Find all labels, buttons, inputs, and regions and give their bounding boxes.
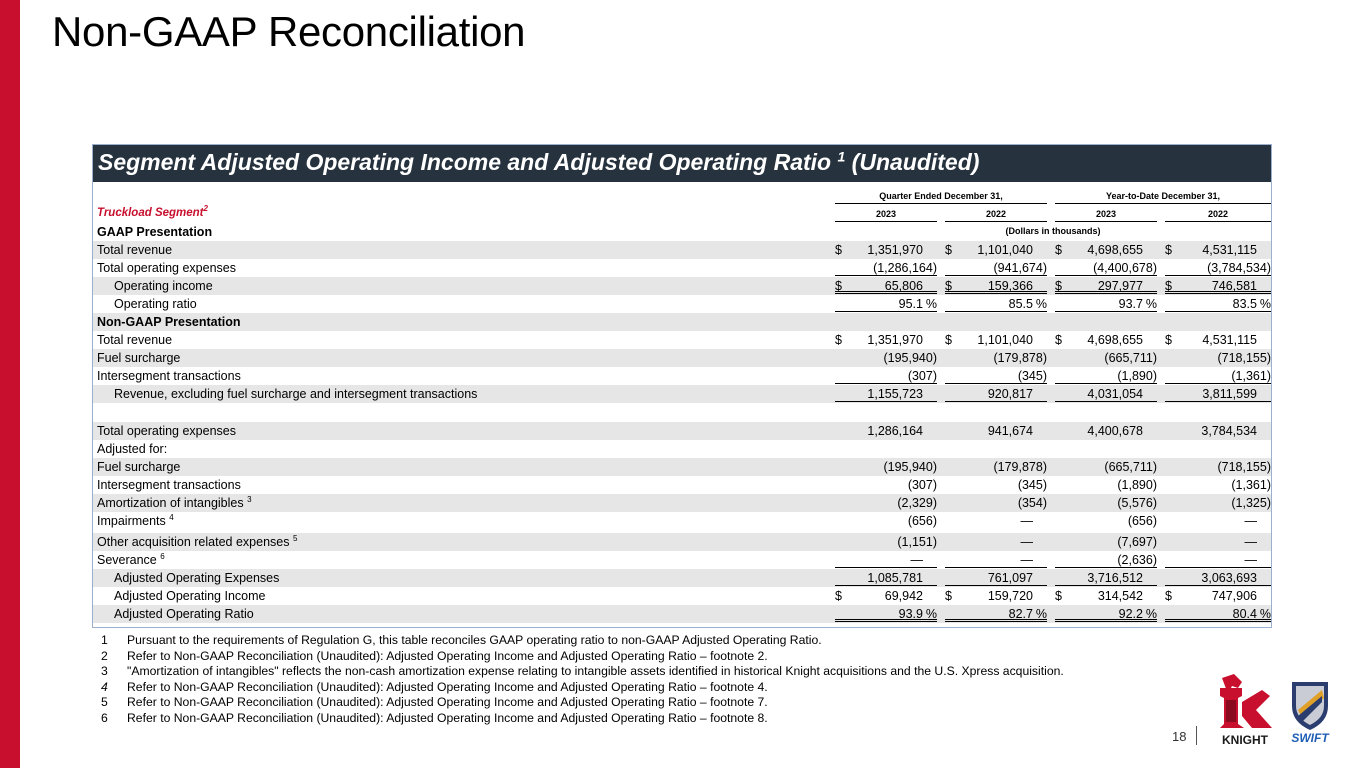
table-cell bbox=[835, 607, 937, 622]
table-cell bbox=[1055, 424, 1157, 439]
table-cell bbox=[1055, 496, 1157, 511]
year-header: 2023 bbox=[1095, 209, 1117, 219]
row-label bbox=[97, 351, 180, 365]
cell-value: — bbox=[1020, 535, 1033, 549]
cell-value: — bbox=[910, 553, 923, 567]
row-label bbox=[97, 333, 172, 347]
cell-value: (4,400,678) bbox=[1093, 261, 1157, 275]
segment-label bbox=[97, 204, 208, 219]
reconciliation-table bbox=[92, 144, 1272, 628]
table-row bbox=[93, 605, 1271, 623]
footnote-text: "Amortization of intangibles" reflects the non-cash amortization expense relating to intangible assets identified in historical Knight acquisitions and the U.S. Xpress acquisition. bbox=[127, 664, 1064, 679]
table-cell bbox=[1165, 369, 1271, 384]
table-cell bbox=[945, 387, 1047, 402]
cell-value: 93.7 bbox=[1118, 297, 1143, 311]
cell-value: (656) bbox=[907, 514, 937, 528]
table-row bbox=[93, 331, 1271, 349]
table-cell bbox=[1165, 607, 1271, 622]
table-row bbox=[93, 259, 1271, 277]
row-label bbox=[97, 369, 241, 383]
footnote-number: 4 bbox=[101, 679, 108, 694]
cell-value: (195,940) bbox=[883, 460, 937, 474]
footnote-text: Pursuant to the requirements of Regulation G, this table reconciles GAAP operating ratio to non-GAAP Adjusted Operating Ratio. bbox=[127, 633, 822, 647]
cell-value: (2,636) bbox=[1117, 553, 1157, 567]
page-number-divider bbox=[1196, 726, 1197, 745]
table-row bbox=[93, 587, 1271, 605]
currency-symbol: $ bbox=[945, 279, 952, 293]
table-row bbox=[93, 422, 1271, 440]
table-cell bbox=[1055, 243, 1157, 258]
table-cell bbox=[1165, 243, 1271, 258]
table-cell bbox=[1165, 478, 1271, 493]
ytd-header: Year-to-Date December 31, bbox=[1105, 191, 1221, 201]
table-cell bbox=[835, 571, 937, 586]
table-cell bbox=[835, 333, 937, 348]
row-label-text: Fuel surcharge bbox=[97, 351, 181, 365]
table-row bbox=[93, 494, 1271, 512]
table-row bbox=[93, 440, 1271, 458]
table-cell bbox=[835, 535, 937, 550]
year-rule bbox=[945, 221, 1047, 222]
table-row bbox=[93, 241, 1271, 259]
table-cell bbox=[945, 589, 1047, 604]
row-label-text: Amortization of intangibles bbox=[97, 496, 244, 510]
year-rule bbox=[1055, 221, 1157, 222]
cell-value: 3,716,512 bbox=[1087, 571, 1143, 585]
cell-value: 3,811,599 bbox=[1202, 387, 1257, 401]
table-cell bbox=[1165, 279, 1271, 294]
row-label-text: Other acquisition related expenses bbox=[97, 535, 290, 549]
year-header: 2022 bbox=[985, 209, 1007, 219]
footnote-text: Refer to Non-GAAP Reconciliation (Unaudited): Adjusted Operating Income and Adjusted Operating Ratio – footnote 8. bbox=[127, 710, 768, 725]
cell-value: 3,784,534 bbox=[1201, 424, 1257, 438]
row-label-text: Adjusted Operating Ratio bbox=[114, 607, 254, 621]
table-cell bbox=[1165, 589, 1271, 604]
table-cell bbox=[945, 279, 1047, 294]
row-label-text: Revenue, excluding fuel surcharge and intersegment transactions bbox=[114, 387, 478, 401]
percent-symbol: % bbox=[1259, 607, 1271, 621]
table-cell bbox=[835, 496, 937, 511]
table-cell bbox=[835, 553, 937, 568]
table-cell bbox=[945, 460, 1047, 475]
table-row bbox=[93, 569, 1271, 587]
cell-value: (1,361) bbox=[1231, 369, 1271, 383]
table-cell bbox=[1055, 387, 1157, 402]
row-label bbox=[97, 225, 212, 239]
table-row bbox=[93, 385, 1271, 403]
table-cell bbox=[945, 351, 1047, 366]
cell-value: 1,101,040 bbox=[977, 243, 1033, 257]
banner-suffix: (Unaudited) bbox=[845, 149, 980, 175]
currency-symbol: $ bbox=[835, 243, 842, 257]
page-number: 18 bbox=[1172, 729, 1187, 744]
cell-value: 1,351,970 bbox=[867, 243, 923, 257]
cell-value: 314,542 bbox=[1097, 589, 1143, 603]
cell-value: — bbox=[1020, 514, 1033, 528]
percent-symbol: % bbox=[1035, 607, 1047, 621]
table-cell bbox=[1055, 333, 1157, 348]
cell-value: (1,890) bbox=[1117, 369, 1157, 383]
table-cell bbox=[1165, 261, 1271, 276]
swift-logo bbox=[1284, 676, 1336, 746]
table-row bbox=[93, 367, 1271, 385]
row-label-text: Operating ratio bbox=[114, 297, 197, 311]
table-cell bbox=[945, 369, 1047, 384]
footnote-text: Refer to Non-GAAP Reconciliation (Unaudited): Adjusted Operating Income and Adjusted Operating Ratio – footnote 2. bbox=[127, 648, 768, 663]
cell-value: 3,063,693 bbox=[1201, 571, 1257, 585]
knight-logo-text: KNIGHT bbox=[1222, 733, 1268, 747]
table-cell bbox=[1055, 460, 1157, 475]
table-cell bbox=[835, 514, 937, 529]
percent-symbol: % bbox=[925, 297, 937, 311]
cell-value: 1,101,040 bbox=[977, 333, 1033, 347]
table-cell bbox=[1055, 351, 1157, 366]
currency-symbol: $ bbox=[1055, 243, 1062, 257]
row-label bbox=[97, 442, 167, 456]
segment-label-text: Truckload Segment bbox=[97, 207, 204, 219]
table-cell bbox=[1165, 297, 1271, 312]
table-cell bbox=[945, 607, 1047, 622]
cell-value: (307) bbox=[907, 478, 937, 492]
table-cell bbox=[835, 369, 937, 384]
table-cell bbox=[1165, 333, 1271, 348]
table-cell bbox=[835, 279, 937, 294]
table-cell bbox=[835, 478, 937, 493]
currency-symbol: $ bbox=[835, 279, 842, 293]
row-label-text: Total operating expenses bbox=[97, 424, 236, 438]
table-cell bbox=[1055, 553, 1157, 568]
cell-value: 297,977 bbox=[1097, 279, 1143, 293]
footnote-ref: 5 bbox=[292, 533, 298, 543]
table-row bbox=[93, 458, 1271, 476]
row-label-text: Severance bbox=[97, 553, 157, 567]
percent-symbol: % bbox=[1145, 297, 1157, 311]
table-row bbox=[93, 533, 1271, 551]
row-label-text: GAAP Presentation bbox=[97, 225, 213, 239]
units-note: (Dollars in thousands) bbox=[1005, 226, 1101, 236]
cell-value: 85.5 bbox=[1008, 297, 1033, 311]
table-cell bbox=[1165, 553, 1271, 568]
table-cell bbox=[1055, 279, 1157, 294]
row-label bbox=[97, 496, 252, 510]
row-label-text: Adjusted Operating Income bbox=[114, 589, 266, 603]
table-cell bbox=[945, 553, 1047, 568]
cell-value: 941,674 bbox=[987, 424, 1033, 438]
cell-value: (5,576) bbox=[1117, 496, 1157, 510]
ytd-header-rule bbox=[1055, 203, 1271, 204]
swift-logo-text: SWIFT bbox=[1291, 731, 1329, 745]
cell-value: (665,711) bbox=[1104, 351, 1157, 365]
cell-value: 920,817 bbox=[987, 387, 1033, 401]
cell-value: (179,878) bbox=[993, 460, 1047, 474]
cell-value: (1,151) bbox=[897, 535, 937, 549]
cell-value: (345) bbox=[1017, 478, 1047, 492]
row-label-text: Non-GAAP Presentation bbox=[97, 315, 241, 329]
table-cell bbox=[1055, 589, 1157, 604]
row-label-text: Adjusted Operating Expenses bbox=[114, 571, 280, 585]
table-row bbox=[93, 295, 1271, 313]
cell-value: — bbox=[1244, 553, 1257, 567]
footnote-number: 6 bbox=[101, 710, 108, 725]
cell-value: (195,940) bbox=[883, 351, 937, 365]
table-cell bbox=[1055, 607, 1157, 622]
row-label-text: Adjusted for: bbox=[97, 442, 168, 456]
quarter-header-rule bbox=[835, 203, 1047, 204]
segment-footnote-ref: 2 bbox=[203, 204, 208, 214]
year-rule bbox=[1165, 221, 1271, 222]
cell-value: 4,531,115 bbox=[1202, 333, 1257, 347]
table-cell bbox=[945, 297, 1047, 312]
row-label bbox=[114, 279, 213, 293]
table-cell bbox=[1165, 535, 1271, 550]
cell-value: 746,581 bbox=[1211, 279, 1257, 293]
cell-value: (718,155) bbox=[1217, 460, 1271, 474]
table-cell bbox=[1165, 351, 1271, 366]
banner-title: Segment Adjusted Operating Income and Adjusted Operating Ratio bbox=[98, 149, 838, 175]
year-header: 2022 bbox=[1207, 209, 1229, 219]
row-label bbox=[114, 571, 279, 585]
table-cell bbox=[945, 261, 1047, 276]
percent-symbol: % bbox=[925, 607, 937, 621]
table-row bbox=[93, 551, 1271, 569]
table-cell bbox=[835, 351, 937, 366]
cell-value: 4,031,054 bbox=[1087, 387, 1143, 401]
cell-value: 83.5 bbox=[1232, 297, 1257, 311]
percent-symbol: % bbox=[1145, 607, 1157, 621]
cell-value: 159,720 bbox=[987, 589, 1033, 603]
row-label-text: Operating income bbox=[114, 279, 213, 293]
currency-symbol: $ bbox=[1055, 279, 1062, 293]
currency-symbol: $ bbox=[1165, 243, 1172, 257]
cell-value: 95.1 bbox=[898, 297, 923, 311]
table-cell bbox=[835, 261, 937, 276]
cell-value: 69,942 bbox=[884, 589, 923, 603]
table-cell bbox=[945, 496, 1047, 511]
table-cell bbox=[945, 243, 1047, 258]
footnote-text: Refer to Non-GAAP Reconciliation (Unaudited): Adjusted Operating Income and Adjusted Operating Ratio – footnote 4. bbox=[127, 679, 768, 694]
accent-bar bbox=[0, 0, 20, 768]
cell-value: 82.7 bbox=[1008, 607, 1033, 621]
cell-value: (3,784,534) bbox=[1207, 261, 1271, 275]
currency-symbol: $ bbox=[1055, 589, 1062, 603]
table-cell bbox=[1165, 460, 1271, 475]
year-header: 2023 bbox=[875, 209, 897, 219]
cell-value: 92.2 bbox=[1118, 607, 1143, 621]
cell-value: 93.9 bbox=[898, 607, 923, 621]
cell-value: 4,698,655 bbox=[1087, 243, 1143, 257]
cell-value: (718,155) bbox=[1217, 351, 1271, 365]
currency-symbol: $ bbox=[945, 243, 952, 257]
row-label bbox=[114, 607, 254, 621]
table-row bbox=[93, 476, 1271, 494]
table-cell bbox=[1165, 571, 1271, 586]
cell-value: 65,806 bbox=[884, 279, 923, 293]
cell-value: 1,351,970 bbox=[867, 333, 923, 347]
footnote-ref: 4 bbox=[169, 512, 174, 522]
table-cell bbox=[1055, 514, 1157, 529]
cell-value: 4,531,115 bbox=[1202, 243, 1257, 257]
year-rule bbox=[835, 221, 937, 222]
table-cell bbox=[835, 460, 937, 475]
table-cell bbox=[1055, 297, 1157, 312]
table-cell bbox=[945, 535, 1047, 550]
row-label bbox=[97, 315, 241, 329]
table-row bbox=[93, 313, 1271, 331]
cell-value: (1,361) bbox=[1231, 478, 1271, 492]
table-cell bbox=[1055, 369, 1157, 384]
footnote-ref: 6 bbox=[160, 551, 165, 561]
table-cell bbox=[1165, 496, 1271, 511]
cell-value: — bbox=[1244, 535, 1257, 549]
currency-symbol: $ bbox=[1165, 279, 1172, 293]
row-label bbox=[114, 387, 477, 401]
table-cell bbox=[945, 478, 1047, 493]
currency-symbol: $ bbox=[835, 333, 842, 347]
cell-value: (2,329) bbox=[897, 496, 937, 510]
cell-value: (7,697) bbox=[1117, 535, 1157, 549]
percent-symbol: % bbox=[1259, 297, 1271, 311]
cell-value: (1,890) bbox=[1117, 478, 1157, 492]
row-label-text: Intersegment transactions bbox=[97, 369, 241, 383]
row-label bbox=[97, 424, 236, 438]
row-label-text: Total revenue bbox=[97, 243, 173, 257]
footnote-number: 5 bbox=[101, 695, 108, 710]
row-label-text: Intersegment transactions bbox=[97, 478, 241, 492]
table-cell bbox=[945, 514, 1047, 529]
footnote-number: 3 bbox=[101, 664, 108, 679]
table-row bbox=[93, 512, 1271, 530]
table-row bbox=[93, 223, 1271, 241]
table-cell bbox=[1055, 535, 1157, 550]
table-cell bbox=[1165, 514, 1271, 529]
table-cell bbox=[835, 424, 937, 439]
cell-value: (345) bbox=[1017, 369, 1047, 383]
cell-value: — bbox=[1020, 553, 1033, 567]
currency-symbol: $ bbox=[1055, 333, 1062, 347]
cell-value: (354) bbox=[1017, 496, 1047, 510]
row-label bbox=[97, 460, 180, 474]
cell-value: 4,698,655 bbox=[1087, 333, 1143, 347]
cell-value: (665,711) bbox=[1104, 460, 1157, 474]
cell-value: 1,085,781 bbox=[867, 571, 923, 585]
table-row bbox=[93, 277, 1271, 295]
row-label-text: Total revenue bbox=[97, 333, 173, 347]
footnote-text: Refer to Non-GAAP Reconciliation (Unaudited): Adjusted Operating Income and Adjusted Operating Ratio – footnote 7. bbox=[127, 695, 768, 710]
cell-value: — bbox=[1244, 514, 1257, 528]
cell-value: (307) bbox=[907, 369, 937, 383]
table-cell bbox=[945, 333, 1047, 348]
table-cell bbox=[945, 571, 1047, 586]
cell-value: 1,286,164 bbox=[867, 424, 923, 438]
table-banner bbox=[93, 145, 1271, 182]
table-cell bbox=[835, 387, 937, 402]
cell-value: 159,366 bbox=[987, 279, 1033, 293]
row-label bbox=[97, 243, 172, 257]
currency-symbol: $ bbox=[835, 589, 842, 603]
currency-symbol: $ bbox=[1165, 333, 1172, 347]
knight-logo bbox=[1212, 672, 1278, 748]
table-cell bbox=[835, 243, 937, 258]
percent-symbol: % bbox=[1035, 297, 1047, 311]
table-cell bbox=[1055, 478, 1157, 493]
currency-symbol: $ bbox=[945, 589, 952, 603]
footnote-number: 2 bbox=[101, 648, 108, 663]
cell-value: (1,325) bbox=[1231, 496, 1271, 510]
row-label bbox=[97, 514, 174, 528]
cell-value: (656) bbox=[1127, 514, 1157, 528]
table-cell bbox=[835, 589, 937, 604]
row-label-text: Impairments bbox=[97, 514, 166, 528]
currency-symbol: $ bbox=[945, 333, 952, 347]
row-label bbox=[114, 297, 197, 311]
cell-value: 80.4 bbox=[1232, 607, 1257, 621]
cell-value: (941,674) bbox=[993, 261, 1047, 275]
row-label-text: Total operating expenses bbox=[97, 261, 236, 275]
table-cell bbox=[1055, 571, 1157, 586]
page-title: Non-GAAP Reconciliation bbox=[52, 8, 526, 55]
table-cell bbox=[835, 297, 937, 312]
cell-value: 4,400,678 bbox=[1087, 424, 1143, 438]
row-label bbox=[97, 261, 236, 275]
table-cell bbox=[1165, 424, 1271, 439]
cell-value: 747,906 bbox=[1211, 589, 1257, 603]
banner-footnote-ref: 1 bbox=[837, 148, 846, 165]
table-cell bbox=[1055, 261, 1157, 276]
row-label bbox=[97, 553, 165, 567]
row-label bbox=[97, 478, 241, 492]
quarter-header: Quarter Ended December 31, bbox=[879, 191, 1003, 201]
footnote-ref: 3 bbox=[247, 494, 252, 504]
row-label bbox=[97, 535, 297, 549]
row-label-text: Fuel surcharge bbox=[97, 460, 181, 474]
table-row bbox=[93, 349, 1271, 367]
table-cell bbox=[1165, 387, 1271, 402]
cell-value: 1,155,723 bbox=[867, 387, 923, 401]
cell-value: 761,097 bbox=[987, 571, 1033, 585]
cell-value: (1,286,164) bbox=[873, 261, 937, 275]
footnote-number: 1 bbox=[101, 633, 108, 647]
row-label bbox=[114, 589, 265, 603]
currency-symbol: $ bbox=[1165, 589, 1172, 603]
table-cell bbox=[945, 424, 1047, 439]
cell-value: (179,878) bbox=[993, 351, 1047, 365]
